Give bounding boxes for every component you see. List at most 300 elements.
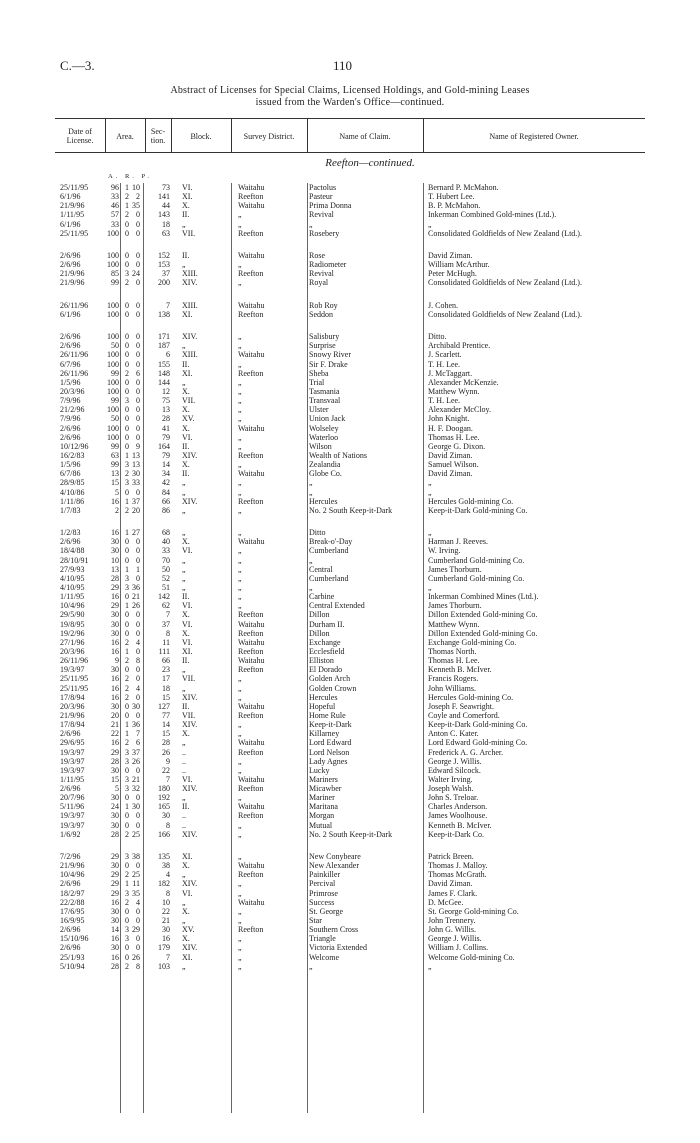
cell-section: 148 [158,368,170,378]
cell-claim-name: New Alexander [309,861,359,871]
cell-survey-district: Reefton [238,925,264,935]
cell-claim-name: St. George [309,906,344,916]
cell-area-perches: 26 [132,756,140,766]
table-row [55,310,645,328]
cell-claim-name: Royal [309,278,329,288]
cell-date: 1/5/96 [60,460,81,470]
cell-section: 103 [158,961,170,971]
cell-section: 155 [158,359,170,369]
cell-area-perches: 0 [136,219,140,229]
cell-block: X. [182,906,190,916]
cell-date: 5/11/96 [60,802,85,812]
table-row [55,962,645,971]
cell-area-perches: 0 [136,228,140,238]
col-header-district: Survey District. [243,131,295,141]
cell-area-acres: 29 [111,888,119,898]
cell-claim-name: Dillon [309,610,330,620]
cell-area-perches: 25 [132,870,140,880]
cell-section: 143 [158,210,170,220]
cell-claim-name: Success [309,897,335,907]
cell-area-acres: 100 [107,387,119,396]
cell-survey-district: Reefton [238,628,264,638]
cell-block: „ [182,341,186,351]
cell-survey-district: „ [238,729,242,739]
table-row [55,766,645,775]
cell-survey-district: „ [238,906,242,916]
cell-area-roods: 0 [125,943,129,953]
cell-area-acres: 30 [111,811,119,821]
cell-area-perches: 0 [136,793,140,803]
cell-date: 1/11/95 [60,210,85,220]
cell-area-acres: 16 [111,674,119,684]
cell-owner: T. H. Lee. [428,359,461,369]
cell-date: 2/6/96 [60,341,81,351]
cell-section: 21 [162,916,170,926]
cell-survey-district: Waitahu [238,183,265,192]
cell-area-perches: 0 [136,610,140,620]
table-top-rule [55,118,645,119]
cell-owner: John Trennery. [428,916,476,926]
cell-owner: Keep-it-Dark Co. [428,829,484,839]
cell-claim-name: Pactolus [309,183,337,192]
cell-date: 17/8/94 [60,692,85,702]
cell-survey-district: „ [238,487,242,497]
table-row [55,442,645,451]
cell-owner: Consolidated Goldfields of New Zealand (Ltd.). [428,278,582,288]
cell-owner: Thomas H. Lee. [428,432,480,442]
cell-area-acres: 29 [111,747,119,757]
cell-area-perches: 0 [136,537,140,547]
cell-claim-name: Carbine [309,592,335,602]
cell-block: XIV. [182,496,198,506]
table-row [55,460,645,469]
cell-date: 19/3/97 [60,756,85,766]
table-row [55,556,645,565]
table-row [55,396,645,405]
cell-area-roods: 1 [125,496,129,506]
cell-owner: „ [428,487,432,497]
cell-survey-district: „ [238,341,242,351]
cell-area-perches: 0 [136,692,140,702]
cell-date: 20/3/96 [60,701,85,711]
cell-section: 10 [162,897,170,907]
cell-area-roods: 1 [125,564,129,574]
cell-claim-name: Tasmania [309,387,340,396]
cell-area-roods: 2 [125,656,129,666]
cell-area-acres: 100 [107,260,119,270]
cell-area-acres: 100 [107,432,119,442]
table-row [55,748,645,757]
cell-date: 27/1/96 [60,637,85,647]
cell-survey-district: „ [238,260,242,270]
table-row [55,601,645,610]
cell-survey-district: Waitahu [238,423,265,433]
cell-block: X. [182,387,190,396]
cell-block: II. [182,469,190,479]
table-row [55,269,645,278]
cell-area-acres: 46 [111,201,119,211]
cell-date: 18/2/97 [60,888,85,898]
cell-claim-name: Ulster [309,405,329,415]
cell-area-roods: 0 [125,377,129,387]
cell-claim-name: Ecclesfield [309,646,345,656]
cell-claim-name: Golden Crown [309,683,357,693]
cell-section: 50 [162,564,170,574]
cell-area-roods: 3 [125,784,129,794]
col-divider [231,118,232,152]
cell-area-roods: 1 [125,720,129,730]
table-row [55,830,645,848]
cell-section: 7 [166,952,170,962]
cell-block: X. [182,934,190,944]
cell-area-roods: 0 [125,487,129,497]
cell-area-roods: 3 [125,774,129,784]
cell-claim-name: Southern Cross [309,925,359,935]
cell-date: 2/6/96 [60,729,81,739]
cell-owner: Consolidated Goldfields of New Zealand (Ltd.). [428,228,582,238]
cell-area-acres: 85 [111,269,119,279]
cell-area-acres: 16 [111,692,119,702]
cell-owner: Cumberland Gold-mining Co. [428,555,525,565]
cell-date: 19/3/97 [60,820,85,830]
table-row [55,546,645,555]
cell-area-perches: 0 [136,665,140,675]
cell-block: „ [182,505,186,515]
cell-section: 13 [162,405,170,415]
cell-date: 19/2/96 [60,628,85,638]
cell-owner: „ [428,582,432,592]
cell-section: 152 [158,251,170,260]
cell-section: 28 [162,738,170,748]
table-row [55,433,645,442]
cell-date: 20/7/96 [60,793,85,803]
cell-claim-name: Percival [309,879,336,889]
cell-claim-name: Trial [309,377,325,387]
cell-owner: St. George Gold-mining Co. [428,906,519,916]
cell-area-roods: 0 [125,710,129,720]
cell-owner: J. Scarlett. [428,350,462,360]
cell-owner: „ [428,478,432,488]
cell-claim-name: Triangle [309,934,336,944]
table-row [55,360,645,369]
cell-date: 22/2/88 [60,897,85,907]
cell-survey-district: „ [238,943,242,953]
cell-claim-name: Exchange [309,637,341,647]
cell-date: 2/6/96 [60,925,81,935]
cell-area-roods: 3 [125,756,129,766]
cell-claim-name: Globe Co. [309,469,342,479]
cell-survey-district: Reefton [238,665,264,675]
cell-owner: John Knight. [428,414,470,424]
cell-area-roods: 2 [125,210,129,220]
cell-date: 1/2/83 [60,528,81,538]
table-row [55,378,645,387]
table-row [55,629,645,638]
cell-area-acres: 15 [111,774,119,784]
cell-area-acres: 63 [111,450,119,460]
cell-owner: J. McTaggart. [428,368,473,378]
cell-survey-district: Waitahu [238,201,265,211]
table-row [55,934,645,943]
cell-claim-name: Salisbury [309,332,340,342]
table-row [55,693,645,702]
cell-area-perches: 8 [136,961,140,971]
table-row [55,684,645,693]
cell-claim-name: Lucky [309,765,330,775]
cell-section: 8 [166,888,170,898]
cell-area-acres: 99 [111,368,119,378]
cell-section: 51 [162,582,170,592]
cell-block: .. [182,811,186,821]
cell-claim-name: Seddon [309,309,333,319]
cell-section: 68 [162,528,170,538]
cell-area-roods: 2 [125,192,129,202]
cell-survey-district: Reefton [238,228,264,238]
cell-owner: Thomas H. Lee. [428,656,480,666]
cell-block: „ [182,377,186,387]
table-row [55,332,645,341]
cell-owner: T. H. Lee. [428,396,461,406]
cell-area-acres: 16 [111,934,119,944]
cell-block: XIV. [182,829,198,839]
table-row [55,369,645,378]
cell-block: X. [182,610,190,620]
cell-survey-district: Reefton [238,450,264,460]
cell-area-acres: 50 [111,414,119,424]
cell-area-perches: 37 [132,496,140,506]
table-row [55,775,645,784]
cell-area-acres: 30 [111,861,119,871]
cell-survey-district: Waitahu [238,861,265,871]
cell-block: VI. [182,619,193,629]
cell-block: X. [182,405,190,415]
cell-survey-district: Waitahu [238,802,265,812]
cell-date: 7/9/96 [60,396,81,406]
cell-section: 15 [162,729,170,739]
cell-date: 4/10/86 [60,487,85,497]
cell-section: 28 [162,414,170,424]
table-row [55,907,645,916]
cell-date: 6/1/96 [60,309,81,319]
cell-area-roods: 0 [125,350,129,360]
cell-area-perches: 27 [132,528,140,538]
cell-area-acres: 21 [111,720,119,730]
cell-survey-district: Waitahu [238,656,265,666]
cell-block: II. [182,592,190,602]
cell-date: 27/9/93 [60,564,85,574]
cell-block: XIII. [182,350,198,360]
cell-block: XI. [182,852,193,862]
cell-owner: John S. Treloar. [428,793,479,803]
cell-survey-district: „ [238,852,242,862]
cell-area-acres: 100 [107,423,119,433]
cell-owner: H. F. Doogan. [428,423,473,433]
table-row [55,414,645,423]
cell-block: „ [182,478,186,488]
cell-owner: James Woolhouse. [428,811,488,821]
cell-survey-district: „ [238,756,242,766]
cell-owner: Thomas McGrath. [428,870,487,880]
cell-area-roods: 3 [125,925,129,935]
cell-block: X. [182,729,190,739]
cell-claim-name: Ditto [309,528,326,538]
cell-area-perches: 35 [132,201,140,211]
table-row [55,811,645,820]
cell-survey-district: Waitahu [238,738,265,748]
table-row [55,784,645,793]
col-header-block: Block. [190,131,212,141]
cell-area-acres: 16 [111,496,119,506]
cell-block: XIV. [182,943,198,953]
cell-section: 12 [162,387,170,396]
cell-area-roods: 0 [125,228,129,238]
cell-area-acres: 29 [111,852,119,862]
cell-date: 6/7/96 [60,359,81,369]
cell-block: VI. [182,888,193,898]
cell-owner: Matthew Wynn. [428,619,480,629]
cell-section: 8 [166,628,170,638]
cell-block: „ [182,793,186,803]
cell-area-acres: 30 [111,906,119,916]
cell-date: 21/9/96 [60,201,85,211]
cell-claim-name: Star [309,916,322,926]
cell-section: 41 [162,423,170,433]
cell-survey-district: „ [238,674,242,684]
cell-block: VI. [182,774,193,784]
cell-survey-district: „ [238,359,242,369]
cell-claim-name: Wolseley [309,423,339,433]
cell-block: XIII. [182,269,198,279]
cell-owner: Edward Silcock. [428,765,481,775]
cell-owner: J. Cohen. [428,300,458,310]
cell-area-perches: 0 [136,628,140,638]
cell-claim-name: No. 2 South Keep-it-Dark [309,829,393,839]
cell-owner: Exchange Gold-mining Co. [428,637,517,647]
cell-date: 21/9/96 [60,861,85,871]
cell-survey-district: „ [238,601,242,611]
cell-survey-district: „ [238,546,242,556]
cell-claim-name: Hercules [309,692,338,702]
cell-block: XIV. [182,278,198,288]
cell-area-perches: 36 [132,720,140,730]
cell-date: 10/4/96 [60,870,85,880]
cell-area-acres: 9 [115,656,119,666]
cell-area-roods: 0 [125,665,129,675]
cell-section: 14 [162,460,170,470]
cell-date: 26/11/96 [60,350,89,360]
cell-area-perches: 0 [136,674,140,684]
cell-claim-name: Micawber [309,784,342,794]
cell-owner: Samuel Wilson. [428,460,479,470]
cell-date: 4/10/95 [60,573,85,583]
cell-survey-district: Waitahu [238,701,265,711]
cell-survey-district: „ [238,720,242,730]
cell-survey-district: Waitahu [238,469,265,479]
cell-survey-district: „ [238,441,242,451]
cell-section: 38 [162,861,170,871]
cell-area-perches: 0 [136,861,140,871]
cell-area-roods: 0 [125,820,129,830]
cell-survey-district: „ [238,460,242,470]
cell-date: 2/6/96 [60,432,81,442]
cell-block: „ [182,683,186,693]
cell-area-roods: 0 [125,952,129,962]
cell-area-roods: 2 [125,897,129,907]
table-row [55,210,645,219]
cell-area-perches: 37 [132,747,140,757]
cell-section: 111 [158,646,170,656]
cell-area-acres: 16 [111,528,119,538]
cell-block: X. [182,201,190,211]
cell-area-perches: 13 [132,460,140,470]
cell-claim-name: Central Extended [309,601,365,611]
cell-survey-district: Waitahu [238,619,265,629]
cell-claim-name: Rob Roy [309,300,338,310]
cell-date: 25/11/95 [60,683,89,693]
cell-area-perches: 7 [136,729,140,739]
cell-area-perches: 30 [132,701,140,711]
col-header-section: Sec- tion. [150,127,166,145]
cell-claim-name: Central [309,564,333,574]
cell-date: 20/3/96 [60,387,85,396]
cell-area-acres: 30 [111,765,119,775]
table-row [55,497,645,506]
table-row [55,341,645,350]
cell-section: 16 [162,934,170,944]
cell-survey-district: Reefton [238,496,264,506]
cell-claim-name: Prima Donna [309,201,352,211]
cell-area-perches: 0 [136,405,140,415]
cell-area-roods: 0 [125,861,129,871]
col-header-date: Date of License. [66,127,94,145]
cell-section: 192 [158,793,170,803]
cell-owner: „ [428,219,432,229]
cell-section: 62 [162,601,170,611]
cell-area-acres: 29 [111,582,119,592]
cell-block: „ [182,528,186,538]
cell-claim-name: „ [309,961,313,971]
cell-block: XI. [182,952,193,962]
cell-survey-district: Reefton [238,368,264,378]
cell-survey-district: „ [238,210,242,220]
cell-claim-name: Dillon [309,628,330,638]
cell-claim-name: „ [309,582,313,592]
cell-area-acres: 16 [111,952,119,962]
cell-survey-district: „ [238,377,242,387]
cell-claim-name: Painkiller [309,870,341,880]
cell-owner: David Ziman. [428,450,473,460]
cell-area-perches: 21 [132,592,140,602]
cell-area-roods: 0 [125,610,129,620]
cell-owner: Dillon Extended Gold-mining Co. [428,628,538,638]
cell-date: 25/11/95 [60,183,89,192]
cell-block: XV. [182,925,195,935]
cell-area-acres: 100 [107,300,119,310]
cell-owner: Hercules Gold-mining Co. [428,496,514,506]
cell-date: 1/7/83 [60,505,81,515]
cell-owner: Peter McHugh. [428,269,477,279]
cell-area-roods: 0 [125,537,129,547]
cell-owner: Dillon Extended Gold-mining Co. [428,610,538,620]
cell-survey-district: Waitahu [238,774,265,784]
table-row [55,583,645,592]
cell-date: 21/9/96 [60,710,85,720]
table-row [55,925,645,934]
cell-claim-name: Primrose [309,888,338,898]
table-row [55,301,645,310]
cell-block: XIV. [182,450,198,460]
cell-area-roods: 3 [125,478,129,488]
